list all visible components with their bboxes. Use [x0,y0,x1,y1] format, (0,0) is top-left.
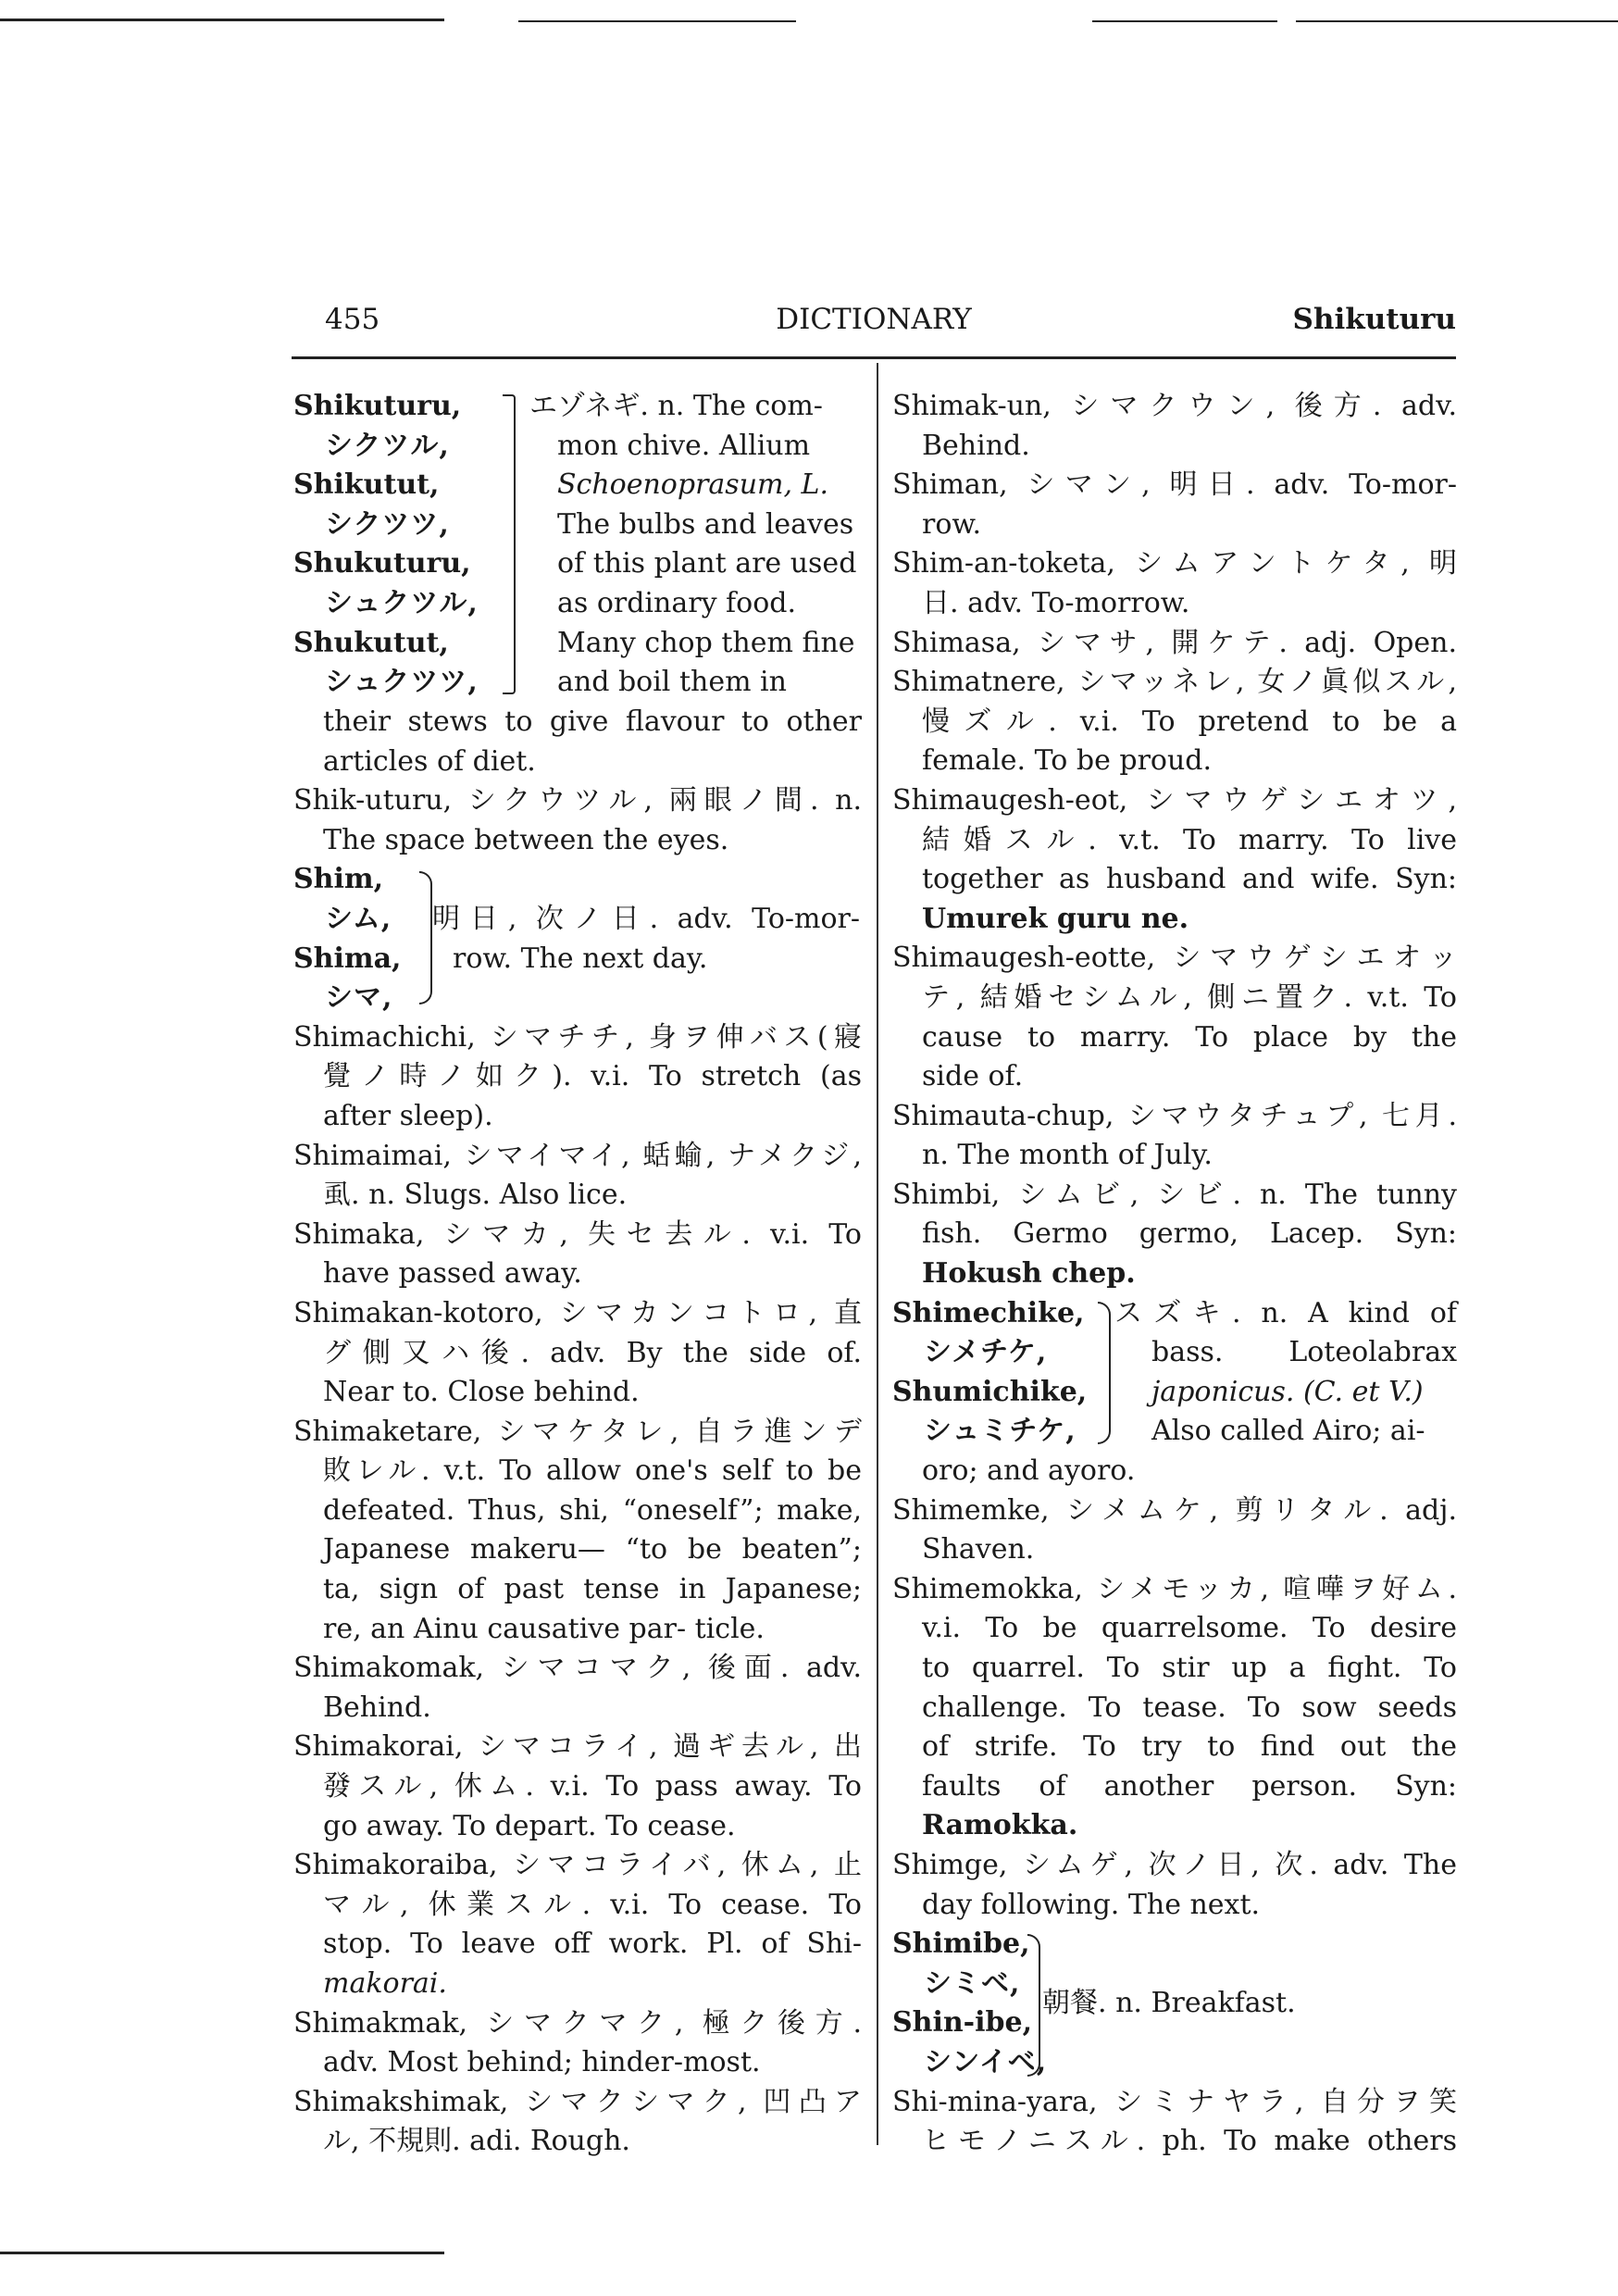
definition-line: of this plant are used [557,547,857,580]
headword-kana: シュミチケ, [924,1415,1077,1448]
definition-line: as ordinary food. [557,587,797,619]
definition-line: The bulbs and leaves [557,507,854,541]
entry-line: Shimak-un, シマクウン, 後方. adv. [892,390,1457,422]
definition-line: ta, sign of past tense in Japanese; [323,1573,862,1606]
grouping-brace [419,871,432,1004]
header-rule [292,356,1456,359]
definition-line: Near to. Close behind. [323,1376,640,1409]
definition-line: together as husband and wife. Syn: [922,863,1457,896]
entry-group-shikuturu [293,387,862,703]
definition-line: and boil them in [557,666,787,699]
headword: Shukutut, [293,626,449,659]
synonym-line: Hokush chep. [922,1257,1136,1291]
synonym-line: Ramokka. [922,1809,1078,1842]
definition-line: row. [922,507,982,541]
definition-line: mon chive. Allium [557,429,811,462]
definition-line: スズキ. n. A kind of [1114,1296,1457,1329]
definition-line: 覺ノ時ノ如ク). v.i. To stretch (as [323,1060,862,1093]
grouping-brace [1098,1302,1111,1444]
running-headword: Shikuturu [1292,303,1456,336]
entry-line: Shimasa, シマサ, 開ケテ. adj. Open. [892,626,1457,659]
definition-line: グ側又ハ後. adv. By the side of. [323,1336,862,1369]
definition-line: ル, 不規則. adi. Rough. [323,2125,630,2158]
definition-line: Many chop them fine [557,626,855,659]
headword-kana: シメチケ, [924,1336,1048,1369]
definition-line: テ, 結婚セシムル, 側ニ置ク. v.t. To [922,980,1457,1014]
definition-line: makorai. [323,1967,447,2001]
headword-kana: シュクツツ, [325,666,479,699]
definition-line: 明日, 次ノ日. adv. To-mor- [432,902,860,935]
headword: Shikutut, [293,468,440,502]
scan-edge-line-top-right [1092,20,1277,22]
definition-line: 虱. n. Slugs. Also lice. [323,1179,628,1212]
entry-line: Shimauta-chup, シマウタチュプ, 七月. [892,1099,1457,1132]
scan-edge-line-top-mid [518,20,796,22]
scan-edge-line-top-far [1296,20,1618,22]
definition-line: day following. The next. [922,1888,1261,1921]
grouping-brace [503,394,516,694]
entry-line: Shimaka, シマカ, 失セ去ル. v.i. To [293,1217,862,1251]
definition-line: female. To be proud. [922,744,1213,778]
definition-line: articles of diet. [323,744,536,778]
definition-line: side of. [922,1060,1024,1093]
entry-line: Shimemke, シメムケ, 剪リタル. adj. [892,1493,1457,1527]
definition-line: of strife. To try to find out the [922,1730,1457,1764]
definition-line: have passed away. [323,1257,582,1291]
definition-line: adv. Most behind; hinder-most. [323,2046,761,2079]
definition-line: stop. To leave off work. Pl. of Shi- [323,1928,862,1961]
definition-line: to quarrel. To stir up a fight. To [922,1652,1457,1685]
headword: Shimibe, [892,1928,1030,1961]
definition-line: Schoenoprasum, L. [557,468,828,502]
entry-line: Shimakan-kotoro, シマカンコトロ, 直 [293,1296,862,1329]
entry-line: Shimatnere, シマッネレ, 女ノ眞似スル, [892,666,1457,699]
definition-line: oro; and ayoro. [922,1454,1136,1488]
definition-line: v.i. To be quarrelsome. To desire [922,1612,1457,1645]
headword: Shimechike, [892,1296,1085,1329]
headword: Shin-ibe, [892,2006,1033,2040]
definition-line: Japanese makeru— “to be beaten”; [323,1533,862,1566]
page-title: DICTIONARY [776,303,972,336]
definition-line: defeated. Thus, shi, “oneself”; make, [323,1493,862,1527]
definition-line: Behind. [323,1691,431,1724]
definition-line: go away. To depart. To cease. [323,1809,736,1842]
grouping-brace [1027,1934,1040,2077]
entry-line: Shimge, シムゲ, 次ノ日, 次. adv. The [892,1848,1457,1881]
entry-line: Shik-uturu, シクウツル, 兩眼ノ間. n. [293,784,862,817]
entry-group-shimibe [892,1925,1457,2082]
headword-kana: シクツツ, [325,507,450,541]
headword: Shikuturu, [293,390,462,422]
definition-line: re, an Ainu causative par- ticle. [323,1612,765,1645]
entry-line: Shimaimai, シマイマイ, 蛞蝓, ナメクジ, [293,1139,862,1172]
entry-group-shim [293,860,862,1017]
entry-line: Shimaugesh-eotte, シマウゲシエオッ [892,942,1457,975]
page-header [292,298,1456,341]
headword-kana: シマ, [325,981,393,1015]
entry-line: Shimakomak, シマコマク, 後面. adv. [293,1652,862,1685]
definition-line: japonicus. (C. et V.) [1151,1375,1424,1408]
entry-line: Shimakmak, シマクマク, 極ク後方. [293,2006,862,2040]
definition-line: ヒモノニスル. ph. To make others [922,2125,1457,2158]
headword-kana: シュクツル, [325,587,479,619]
headword: Shukuturu, [293,547,471,580]
definition-line: The space between the eyes. [323,823,729,856]
definition-line: after sleep). [323,1099,493,1132]
definition-line: 發スル, 休ム. v.i. To pass away. To [323,1770,862,1803]
definition-line: n. The month of July. [922,1139,1213,1172]
definition-line: their stews to give flavour to other [323,705,862,738]
entry-line: Shimakshimak, シマクシマク, 凹凸ア [293,2085,862,2118]
definition-line: 日. adv. To-morrow. [922,586,1190,619]
definition-line: cause to marry. To place by the [922,1020,1457,1054]
definition-line: 敗レル. v.t. To allow one's self to be [323,1454,862,1488]
definition-line: Shaven. [922,1533,1035,1566]
scan-edge-line-top-left [0,19,444,21]
definition-line: challenge. To tease. To sow seeds [922,1691,1457,1724]
column-divider [877,363,878,2145]
entry-line: Shimaketare, シマケタレ, 自ラ進ンデ [293,1415,862,1448]
left-column [293,387,862,2162]
headword-kana: シクツル, [325,429,450,462]
synonym-line: Umurek guru ne. [922,902,1189,935]
definition-line: Also called Airo; ai- [1151,1415,1425,1448]
entry-line: Shi-mina-yara, シミナヤラ, 自分ヲ笑 [892,2085,1457,2118]
definition-line: row. The next day. [453,942,708,975]
headword-kana: シミベ, [924,1966,1021,2000]
headword: Shima, [293,942,402,975]
right-column [892,387,1457,2162]
entry-line: Shimbi, シムビ, シビ. n. The tunny [892,1178,1457,1211]
entry-line: Shimaugesh-eot, シマウゲシエオツ, [892,783,1457,817]
entry-line: Shimemokka, シメモッカ, 喧嘩ヲ好ム. [892,1572,1457,1605]
definition-line: Behind. [922,429,1030,462]
definition-line: faults of another person. Syn: [922,1769,1457,1803]
definition-line: マル, 休業スル. v.i. To cease. To [323,1888,862,1921]
definition-line: エゾネギ. n. The com- [529,390,823,422]
entry-line: Shimakorai, シマコライ, 過ギ去ル, 出 [293,1730,862,1764]
page-number: 455 [325,303,380,336]
entry-group-shimechike [892,1294,1457,1452]
entry-line: Shiman, シマン, 明日. adv. To-mor- [892,468,1457,502]
definition-line: 朝餐. n. Breakfast. [1042,1987,1296,2020]
entry-line: Shimachichi, シマチチ, 身ヲ伸バス(寢 [293,1020,862,1054]
entry-line: Shimakoraiba, シマコライバ, 休ム, 止 [293,1849,862,1882]
headword: Shim, [293,863,384,896]
headword-kana: シム, [325,902,392,935]
definition-line: 慢ズル. v.i. To pretend to be a [922,705,1457,738]
headword: Shumichike, [892,1375,1088,1408]
definition-line: bass. Loteolabrax [1151,1336,1457,1369]
definition-line: 結婚スル. v.t. To marry. To live [922,823,1457,856]
headword-kana: シンイベ, [924,2045,1048,2078]
definition-line: fish. Germo germo, Lacep. Syn: [922,1217,1457,1251]
entry-line: Shim-an-toketa, シムアントケタ, 明 [892,547,1457,580]
scan-edge-line-bottom [0,2252,444,2254]
